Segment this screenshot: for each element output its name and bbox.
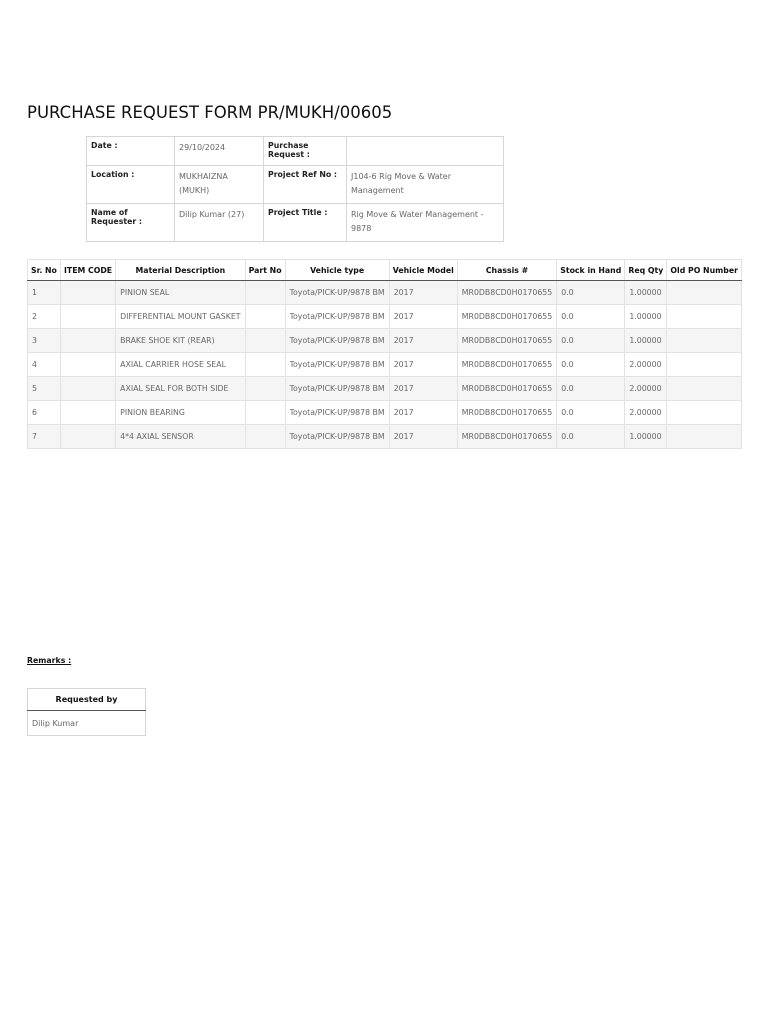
project-ref-label: Project Ref No : [264,166,347,204]
project-title-label: Project Title : [264,204,347,242]
table-cell: MR0DB8CD0H0170655 [457,281,556,305]
table-cell: BRAKE SHOE KIT (REAR) [116,329,245,353]
table-cell [60,281,115,305]
requester-label: Name of Requester : [87,204,175,242]
table-cell: Toyota/PICK-UP/9878 BM [285,305,389,329]
table-cell: 2017 [389,281,457,305]
table-cell [60,305,115,329]
column-header: Part No [245,260,285,281]
table-cell: 2017 [389,305,457,329]
table-cell [60,401,115,425]
project-title-value: Rig Move & Water Management - 9878 [347,204,504,242]
table-cell [667,329,742,353]
title-prefix: PURCHASE REQUEST FORM [27,103,253,122]
table-cell: 1.00000 [625,329,667,353]
location-value: MUKHAIZNA (MUKH) [175,166,264,204]
table-cell: MR0DB8CD0H0170655 [457,401,556,425]
table-cell [60,377,115,401]
table-cell: AXIAL CARRIER HOSE SEAL [116,353,245,377]
request-info-table [86,136,504,242]
table-cell: 0.0 [557,281,625,305]
table-cell [245,281,285,305]
table-row [28,353,742,377]
pr-number: PR/MUKH/00605 [257,103,393,122]
requested-by-header: Requested by [28,689,146,711]
table-cell: Toyota/PICK-UP/9878 BM [285,377,389,401]
items-table [27,259,742,449]
table-cell: MR0DB8CD0H0170655 [457,305,556,329]
table-cell: PINION SEAL [116,281,245,305]
table-row [28,377,742,401]
purchase-request-label: Purchase Request : [264,137,347,166]
date-label: Date : [87,137,175,166]
table-cell: 4*4 AXIAL SENSOR [116,425,245,449]
table-cell: 2.00000 [625,401,667,425]
table-cell: 1 [28,281,61,305]
table-cell: 0.0 [557,305,625,329]
table-cell [667,305,742,329]
table-cell: 5 [28,377,61,401]
table-cell: 2.00000 [625,377,667,401]
table-row [28,305,742,329]
table-cell: 2017 [389,353,457,377]
column-header: Vehicle Model [389,260,457,281]
table-cell: Toyota/PICK-UP/9878 BM [285,401,389,425]
requester-value: Dilip Kumar (27) [175,204,264,242]
table-cell: 2017 [389,377,457,401]
table-cell [60,353,115,377]
table-cell: 1.00000 [625,305,667,329]
table-cell: 0.0 [557,353,625,377]
table-cell: 2.00000 [625,353,667,377]
remarks-label: Remarks : [27,656,72,665]
table-cell: 2 [28,305,61,329]
column-header: Sr. No [28,260,61,281]
table-cell [667,353,742,377]
table-cell: 6 [28,401,61,425]
table-cell: AXIAL SEAL FOR BOTH SIDE [116,377,245,401]
table-row [28,425,742,449]
table-cell: MR0DB8CD0H0170655 [457,329,556,353]
table-cell: 4 [28,353,61,377]
column-header: Stock in Hand [557,260,625,281]
table-row [28,281,742,305]
table-cell [245,353,285,377]
items-header-row [28,260,742,281]
table-row [28,329,742,353]
table-cell: MR0DB8CD0H0170655 [457,377,556,401]
table-cell: Toyota/PICK-UP/9878 BM [285,425,389,449]
table-cell: 1.00000 [625,425,667,449]
table-row [28,401,742,425]
column-header: ITEM CODE [60,260,115,281]
table-cell: PINION BEARING [116,401,245,425]
table-cell: Toyota/PICK-UP/9878 BM [285,329,389,353]
table-cell [667,377,742,401]
table-cell [245,329,285,353]
table-cell: 2017 [389,329,457,353]
location-label: Location : [87,166,175,204]
column-header: Old PO Number [667,260,742,281]
table-cell [667,281,742,305]
purchase-request-value [347,137,504,166]
table-cell: 7 [28,425,61,449]
table-cell [60,329,115,353]
requested-by-name: Dilip Kumar [28,711,146,736]
table-cell: 0.0 [557,329,625,353]
table-cell [667,401,742,425]
column-header: Vehicle type [285,260,389,281]
table-cell: 3 [28,329,61,353]
column-header: Req Qty [625,260,667,281]
page-title [27,103,392,122]
table-cell [60,425,115,449]
column-header: Chassis # [457,260,556,281]
table-cell [245,425,285,449]
table-cell: 0.0 [557,377,625,401]
table-cell: Toyota/PICK-UP/9878 BM [285,353,389,377]
table-cell [245,377,285,401]
table-cell [245,305,285,329]
table-cell: 2017 [389,401,457,425]
table-cell [667,425,742,449]
date-value: 29/10/2024 [175,137,264,166]
table-cell: 0.0 [557,425,625,449]
table-cell: 0.0 [557,401,625,425]
column-header: Material Description [116,260,245,281]
project-ref-value: J104-6 Rig Move & Water Management [347,166,504,204]
signature-table [27,688,146,736]
table-cell [245,401,285,425]
table-cell: MR0DB8CD0H0170655 [457,425,556,449]
table-cell: 2017 [389,425,457,449]
table-cell: Toyota/PICK-UP/9878 BM [285,281,389,305]
table-cell: DIFFERENTIAL MOUNT GASKET [116,305,245,329]
table-cell: MR0DB8CD0H0170655 [457,353,556,377]
table-cell: 1.00000 [625,281,667,305]
